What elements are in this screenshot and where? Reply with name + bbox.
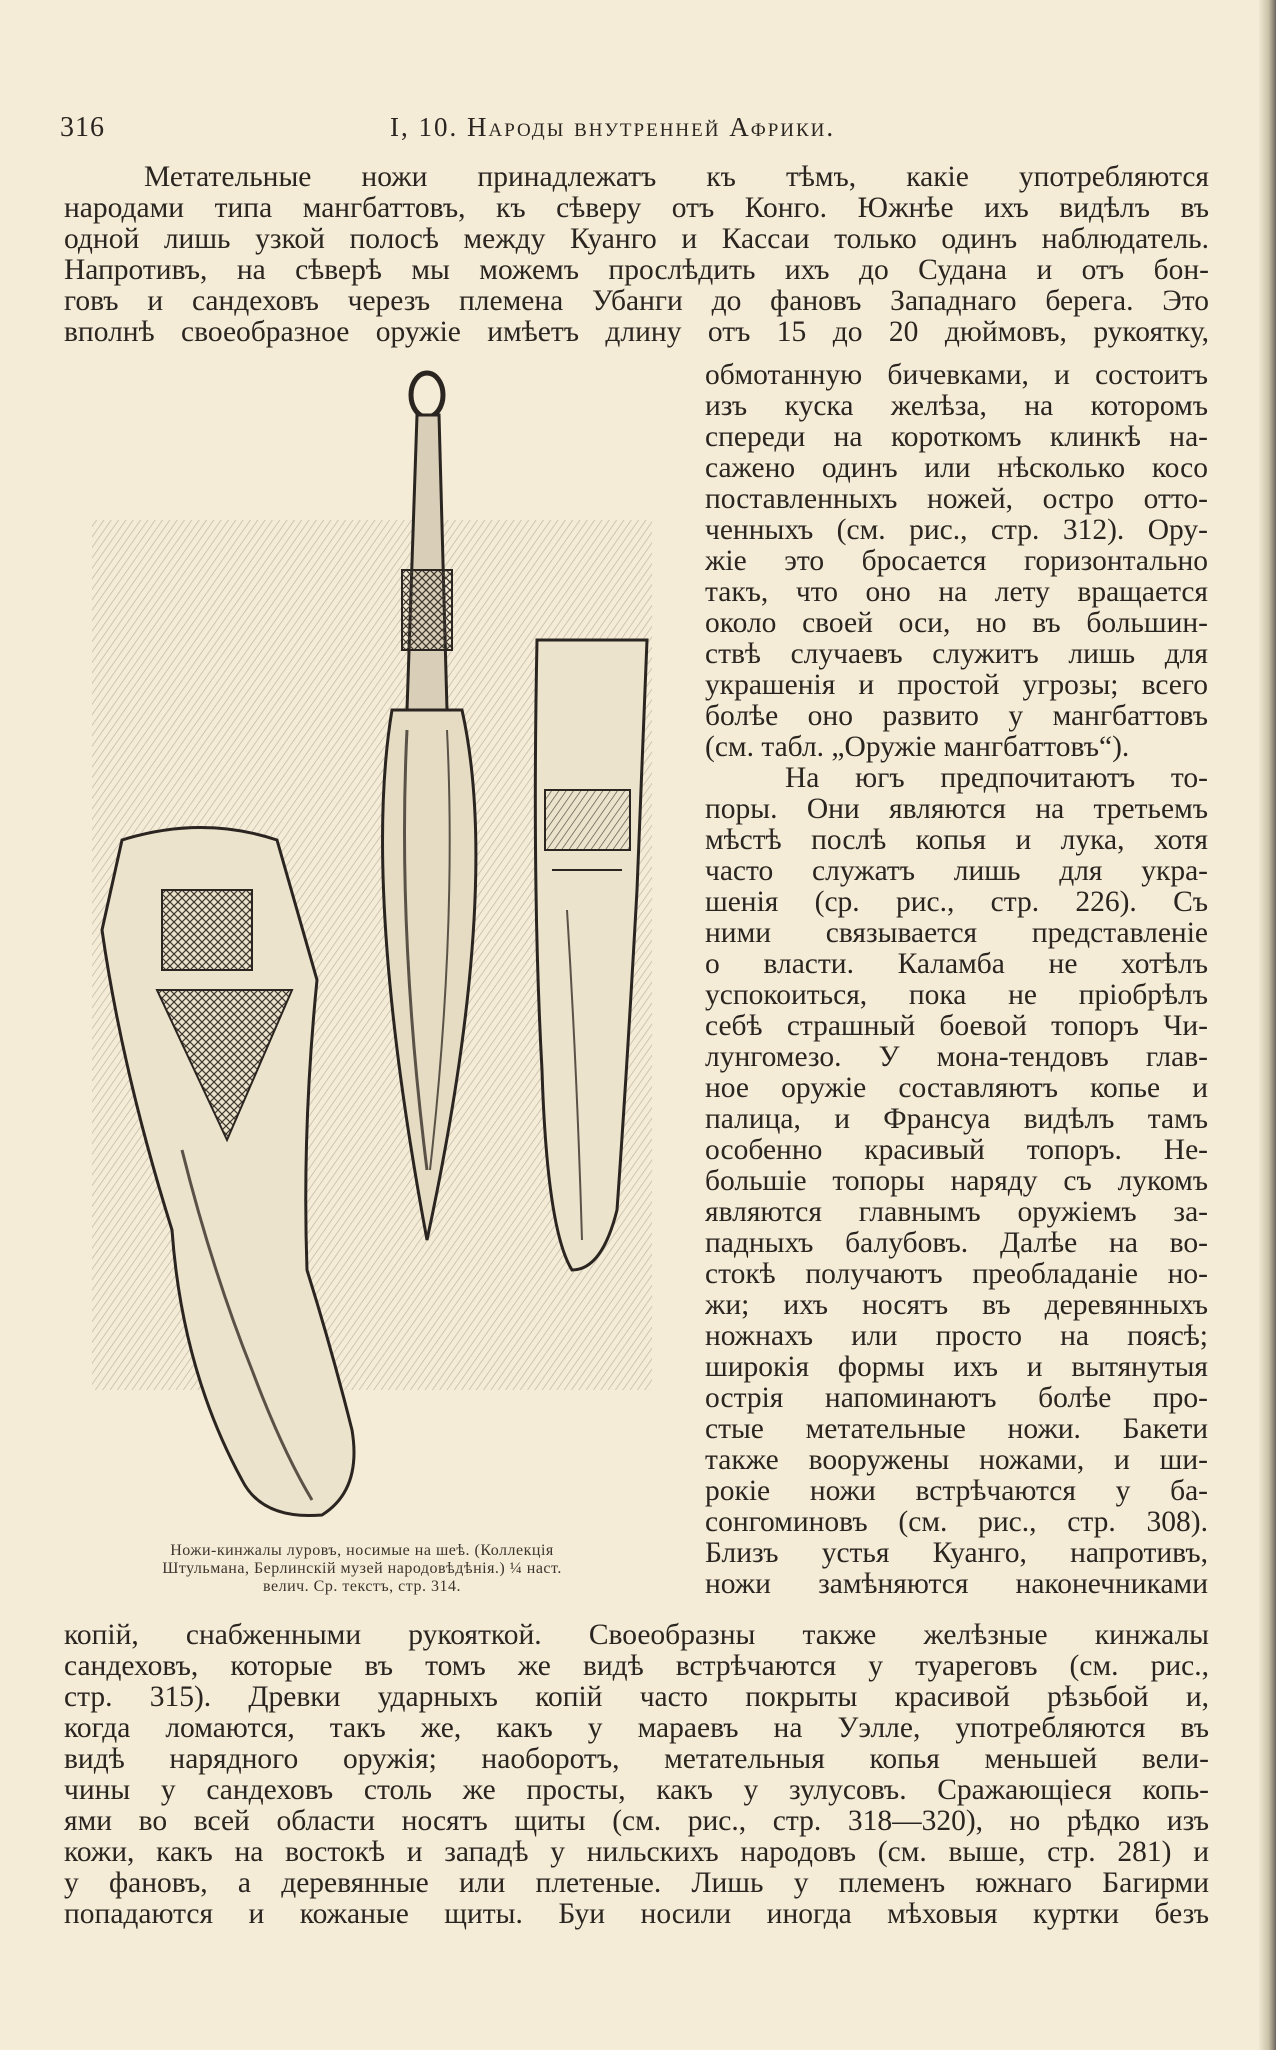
text-line: поры. Они являются на третьемъ: [705, 794, 1208, 825]
caption-line: Штульмана, Берлинскій музей народовѣдѣнія.) ¼ наст.: [162, 1560, 562, 1577]
text-line: у фановъ, а деревянные или плетеные. Лишь у племенъ южнаго Багирми: [64, 1868, 1209, 1899]
text-line: стые метательные ножи. Бакети: [705, 1414, 1208, 1445]
text-line: Близъ устья Куанго, напротивъ,: [705, 1538, 1208, 1569]
text-line: около своей оси, но въ большин-: [705, 608, 1208, 639]
text-line: особенно красивый топоръ. Не-: [705, 1135, 1208, 1166]
text-line: ченныхъ (см. рис., стр. 312). Ору-: [705, 515, 1208, 546]
top-paragraph: [64, 162, 1209, 348]
text-line: ствѣ случаевъ служитъ лишь для: [705, 639, 1208, 670]
text-line: о власти. Каламба не хотѣлъ: [705, 949, 1208, 980]
text-line: шенія (ср. рис., стр. 226). Съ: [705, 887, 1208, 918]
text-line: острія напоминаютъ болѣе про-: [705, 1383, 1208, 1414]
text-line: широкія формы ихъ и вытянутыя: [705, 1352, 1208, 1383]
text-line: копій, снабженными рукояткой. Своеобразны также желѣзные кинжалы: [64, 1620, 1209, 1651]
right-column-text: [705, 360, 1208, 1600]
running-head: I, 10. Народы внутренней Африки.: [390, 112, 836, 142]
text-line: видѣ нарядного оружія; наоборотъ, метательныя копья меньшей вели-: [64, 1744, 1209, 1775]
text-line: жи; ихъ носятъ въ деревянныхъ: [705, 1290, 1208, 1321]
text-line: украшенія и простой угрозы; всего: [705, 670, 1208, 701]
text-line: большіе топоры наряду съ лукомъ: [705, 1166, 1208, 1197]
text-line: ное оружіе составляютъ копье и: [705, 1073, 1208, 1104]
text-line: говъ и сандеховъ черезъ племена Убанги до фановъ Западнаго берега. Это: [64, 286, 1209, 317]
text-line: вполнѣ своеобразное оружіе имѣетъ длину отъ 15 до 20 дюймовъ, рукоятку,: [64, 317, 1209, 348]
text-line: кожи, какъ на востокѣ и западѣ у нильскихъ народовъ (см. выше, стр. 281) и: [64, 1837, 1209, 1868]
text-line: жіе это бросается горизонтально: [705, 546, 1208, 577]
text-line: успокоиться, пока не пріобрѣлъ: [705, 980, 1208, 1011]
caption-line: велич. Ср. текстъ, стр. 314.: [263, 1578, 461, 1595]
text-line: ними связывается представленіе: [705, 918, 1208, 949]
text-line: народами типа мангбаттовъ, къ сѣверу отъ Конго. Южнѣе ихъ видѣлъ въ: [64, 193, 1209, 224]
text-line: ножнахъ или просто на поясѣ;: [705, 1321, 1208, 1352]
text-line: Метательные ножи принадлежатъ къ тѣмъ, какіе употребляются: [144, 162, 1209, 193]
text-line: На югъ предпочитаютъ то-: [785, 763, 1208, 794]
text-line: изъ куска желѣза, на которомъ: [705, 391, 1208, 422]
text-line: болѣе оно развито у мангбаттовъ: [705, 701, 1208, 732]
text-line: являются главнымъ оружіемъ за-: [705, 1197, 1208, 1228]
text-line: падныхъ балубовъ. Далѣе на во-: [705, 1228, 1208, 1259]
text-line: сонгоминовъ (см. рис., стр. 308).: [705, 1507, 1208, 1538]
text-line: мѣстѣ послѣ копья и лука, хотя: [705, 825, 1208, 856]
text-line: одной лишь узкой полосѣ между Куанго и Кассаи только одинъ наблюдатель.: [64, 224, 1209, 255]
text-line: попадаются и кожаные щиты. Буи носили иногда мѣховыя куртки безъ: [64, 1899, 1209, 1930]
page-edge-shadow: [1258, 0, 1276, 2050]
caption-line: Ножи-кинжалы луровъ, носимые на шеѣ. (Коллекція: [170, 1542, 554, 1559]
text-line: спереди на короткомъ клинкѣ на-: [705, 422, 1208, 453]
text-line: ями во всей области носятъ щиты (см. рис., стр. 318—320), но рѣдко изъ: [64, 1806, 1209, 1837]
text-line: себѣ страшный боевой топоръ Чи-: [705, 1011, 1208, 1042]
text-line: чины у сандеховъ столь же просты, какъ у зулусовъ. Сражающіеся копь-: [64, 1775, 1209, 1806]
text-line: стр. 315). Древки ударныхъ копій часто покрыты красивой рѣзьбой и,: [64, 1682, 1209, 1713]
text-line: часто служатъ лишь для укра-: [705, 856, 1208, 887]
text-line: такъ, что оно на лету вращается: [705, 577, 1208, 608]
bottom-paragraph: [64, 1620, 1209, 1930]
text-line: когда ломаются, такъ же, какъ у мараевъ на Уэлле, употребляются въ: [64, 1713, 1209, 1744]
text-line: лунгомезо. У мона-тендовъ глав-: [705, 1042, 1208, 1073]
text-line: сандеховъ, которые въ томъ же видѣ встрѣчаются у туареговъ (см. рис.,: [64, 1651, 1209, 1682]
text-line: палица, и Франсуа видѣлъ тамъ: [705, 1104, 1208, 1135]
text-line: (см. табл. „Оружіе мангбаттовъ“).: [705, 732, 1130, 763]
page-header: [60, 112, 1210, 152]
text-line: также вооружены ножами, и ши-: [705, 1445, 1208, 1476]
text-line: стокѣ получаютъ преобладаніе но-: [705, 1259, 1208, 1290]
page-number: 316: [60, 112, 105, 143]
dagger-sheath-engraving-icon: [62, 370, 662, 1545]
text-line: ножи замѣняются наконечниками: [705, 1569, 1208, 1600]
text-line: поставленныхъ ножей, остро отто-: [705, 484, 1208, 515]
text-line: сажено одинъ или нѣсколько косо: [705, 453, 1208, 484]
text-line: рокіе ножи встрѣчаются у ба-: [705, 1476, 1208, 1507]
figure-caption: [62, 1542, 662, 1596]
text-line: обмотанную бичевками, и состоитъ: [705, 360, 1208, 391]
figure-engraving: [62, 370, 662, 1545]
text-line: Напротивъ, на сѣверѣ мы можемъ прослѣдить ихъ до Судана и отъ бон-: [64, 255, 1209, 286]
